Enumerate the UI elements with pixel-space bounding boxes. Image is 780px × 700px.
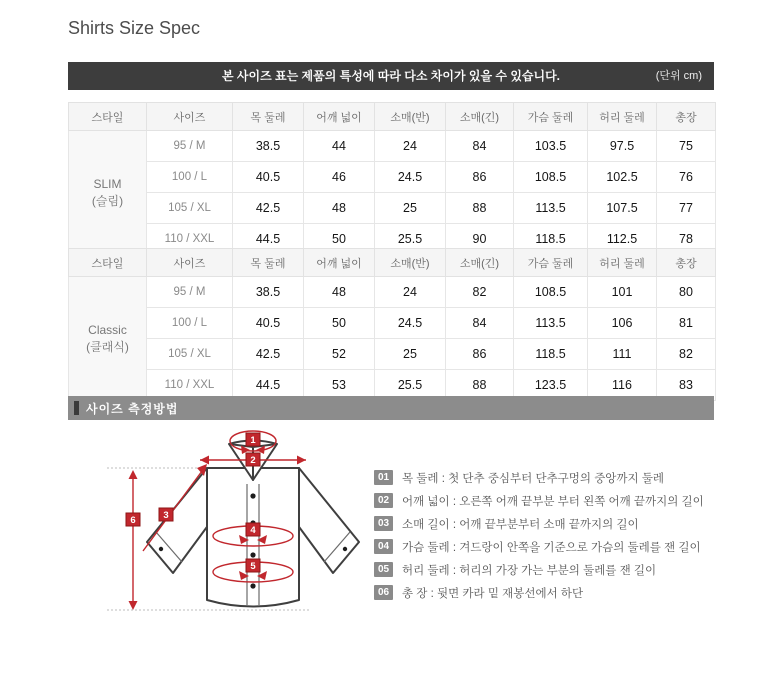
table-cell: 24.5 — [375, 308, 446, 339]
column-header: 허리 둘레 — [588, 249, 657, 277]
table-row — [69, 339, 716, 370]
column-header: 목 둘레 — [233, 249, 304, 277]
table-cell: 77 — [657, 193, 716, 224]
column-header: 소매(긴) — [446, 103, 514, 131]
table-cell: 101 — [588, 277, 657, 308]
diagram-marker-3: 3 — [163, 510, 169, 521]
size-cell: 100 / L — [147, 308, 233, 339]
table-cell: 103.5 — [514, 131, 588, 162]
diagram-marker-4: 4 — [250, 525, 256, 536]
table-cell: 83 — [657, 370, 716, 401]
list-item — [374, 535, 704, 558]
size-table-slim — [68, 102, 716, 255]
table-cell: 38.5 — [233, 131, 304, 162]
table-cell: 97.5 — [588, 131, 657, 162]
table-cell: 76 — [657, 162, 716, 193]
style-name-en: SLIM — [93, 176, 122, 191]
table-cell: 88 — [446, 370, 514, 401]
measurement-list — [374, 466, 704, 604]
table-row — [69, 131, 716, 162]
table-cell: 24 — [375, 277, 446, 308]
column-header: 스타일 — [69, 249, 147, 277]
size-cell: 110 / XXL — [147, 370, 233, 401]
table-cell: 42.5 — [233, 193, 304, 224]
diagram-marker-2: 2 — [250, 455, 256, 466]
column-header: 사이즈 — [147, 103, 233, 131]
table-cell: 78 — [657, 224, 716, 255]
list-item — [374, 581, 704, 604]
list-item — [374, 466, 704, 489]
table-cell: 25 — [375, 193, 446, 224]
table-row — [69, 308, 716, 339]
item-text: 소매 길이 : 어깨 끝부분부터 소매 끝까지의 길이 — [402, 518, 639, 531]
column-header: 총장 — [657, 103, 716, 131]
size-cell: 105 / XL — [147, 193, 233, 224]
table-cell: 24.5 — [375, 162, 446, 193]
table-cell: 44.5 — [233, 224, 304, 255]
table-cell: 86 — [446, 339, 514, 370]
item-text: 목 둘레 : 첫 단추 중심부터 단추구멍의 중앙까지 둘레 — [402, 472, 665, 485]
column-header: 스타일 — [69, 103, 147, 131]
item-number-badge: 01 — [374, 470, 393, 485]
table-cell: 75 — [657, 131, 716, 162]
list-item — [374, 512, 704, 535]
table-cell: 108.5 — [514, 277, 588, 308]
table-cell: 50 — [304, 308, 375, 339]
measure-section-header — [68, 396, 714, 420]
table-cell: 50 — [304, 224, 375, 255]
table-cell: 44.5 — [233, 370, 304, 401]
table-cell: 116 — [588, 370, 657, 401]
table-cell: 82 — [446, 277, 514, 308]
table-cell: 44 — [304, 131, 375, 162]
shirt-measurement-diagram — [103, 424, 377, 626]
table-header-row — [69, 249, 716, 277]
table-cell: 84 — [446, 308, 514, 339]
column-header: 소매(반) — [375, 249, 446, 277]
table-row — [69, 193, 716, 224]
table-cell: 90 — [446, 224, 514, 255]
size-cell: 95 / M — [147, 277, 233, 308]
column-header: 사이즈 — [147, 249, 233, 277]
table-cell: 25.5 — [375, 370, 446, 401]
table-cell: 46 — [304, 162, 375, 193]
item-text: 허리 둘레 : 허리의 가장 가는 부분의 둘레를 잰 길이 — [402, 564, 657, 577]
table-cell: 42.5 — [233, 339, 304, 370]
table-cell: 48 — [304, 193, 375, 224]
table-cell: 111 — [588, 339, 657, 370]
table-cell: 113.5 — [514, 193, 588, 224]
table-cell: 82 — [657, 339, 716, 370]
table-header-row — [69, 103, 716, 131]
table-cell: 24 — [375, 131, 446, 162]
table-cell: 88 — [446, 193, 514, 224]
table-cell: 113.5 — [514, 308, 588, 339]
size-cell: 105 / XL — [147, 339, 233, 370]
size-table-classic — [68, 248, 716, 401]
item-number-badge: 05 — [374, 562, 393, 577]
size-cell: 110 / XXL — [147, 224, 233, 255]
table-cell: 81 — [657, 308, 716, 339]
table-cell: 106 — [588, 308, 657, 339]
notice-bar — [68, 62, 714, 90]
table-cell: 80 — [657, 277, 716, 308]
table-cell: 25 — [375, 339, 446, 370]
size-cell: 95 / M — [147, 131, 233, 162]
item-text: 총 장 : 뒷면 카라 밑 재봉선에서 하단 — [402, 587, 584, 600]
diagram-marker-1: 1 — [250, 435, 256, 446]
column-header: 어깨 넓이 — [304, 103, 375, 131]
page-title: Shirts Size Spec — [68, 18, 201, 38]
column-header: 가슴 둘레 — [514, 249, 588, 277]
notice-text: 본 사이즈 표는 제품의 특성에 따라 다소 차이가 있을 수 있습니다. — [221, 69, 561, 83]
item-text: 어깨 넓이 : 오른쪽 어깨 끝부분 부터 왼쪽 어깨 끝까지의 길이 — [402, 495, 704, 508]
style-name-ko: (클래식) — [86, 339, 129, 354]
table-cell: 118.5 — [514, 224, 588, 255]
table-cell: 108.5 — [514, 162, 588, 193]
style-cell — [69, 131, 147, 255]
table-cell: 53 — [304, 370, 375, 401]
table-cell: 86 — [446, 162, 514, 193]
measure-section-title: 사이즈 측정방법 — [86, 401, 179, 416]
table-row — [69, 277, 716, 308]
style-name-ko: (슬림) — [91, 193, 124, 208]
table-cell: 118.5 — [514, 339, 588, 370]
item-text: 가슴 둘레 : 겨드랑이 안쪽을 기준으로 가슴의 둘레를 잰 길이 — [402, 541, 701, 554]
style-name-en: Classic — [88, 322, 127, 337]
section-marker-icon — [74, 401, 79, 415]
diagram-marker-6: 6 — [130, 515, 136, 526]
column-header: 소매(긴) — [446, 249, 514, 277]
column-header: 소매(반) — [375, 103, 446, 131]
table-cell: 112.5 — [588, 224, 657, 255]
column-header: 허리 둘레 — [588, 103, 657, 131]
column-header: 어깨 넓이 — [304, 249, 375, 277]
diagram-marker-5: 5 — [250, 561, 256, 572]
table-cell: 40.5 — [233, 162, 304, 193]
table-cell: 52 — [304, 339, 375, 370]
list-item — [374, 489, 704, 512]
column-header: 가슴 둘레 — [514, 103, 588, 131]
table-cell: 38.5 — [233, 277, 304, 308]
list-item — [374, 558, 704, 581]
column-header: 총장 — [657, 249, 716, 277]
table-cell: 123.5 — [514, 370, 588, 401]
item-number-badge: 02 — [374, 493, 393, 508]
style-cell — [69, 277, 147, 401]
table-cell: 48 — [304, 277, 375, 308]
item-number-badge: 04 — [374, 539, 393, 554]
table-cell: 40.5 — [233, 308, 304, 339]
table-cell: 102.5 — [588, 162, 657, 193]
size-cell: 100 / L — [147, 162, 233, 193]
table-row — [69, 162, 716, 193]
table-cell: 107.5 — [588, 193, 657, 224]
column-header: 목 둘레 — [233, 103, 304, 131]
table-cell: 25.5 — [375, 224, 446, 255]
item-number-badge: 03 — [374, 516, 393, 531]
notice-unit: (단위 cm) — [655, 70, 702, 82]
item-number-badge: 06 — [374, 585, 393, 600]
table-cell: 84 — [446, 131, 514, 162]
